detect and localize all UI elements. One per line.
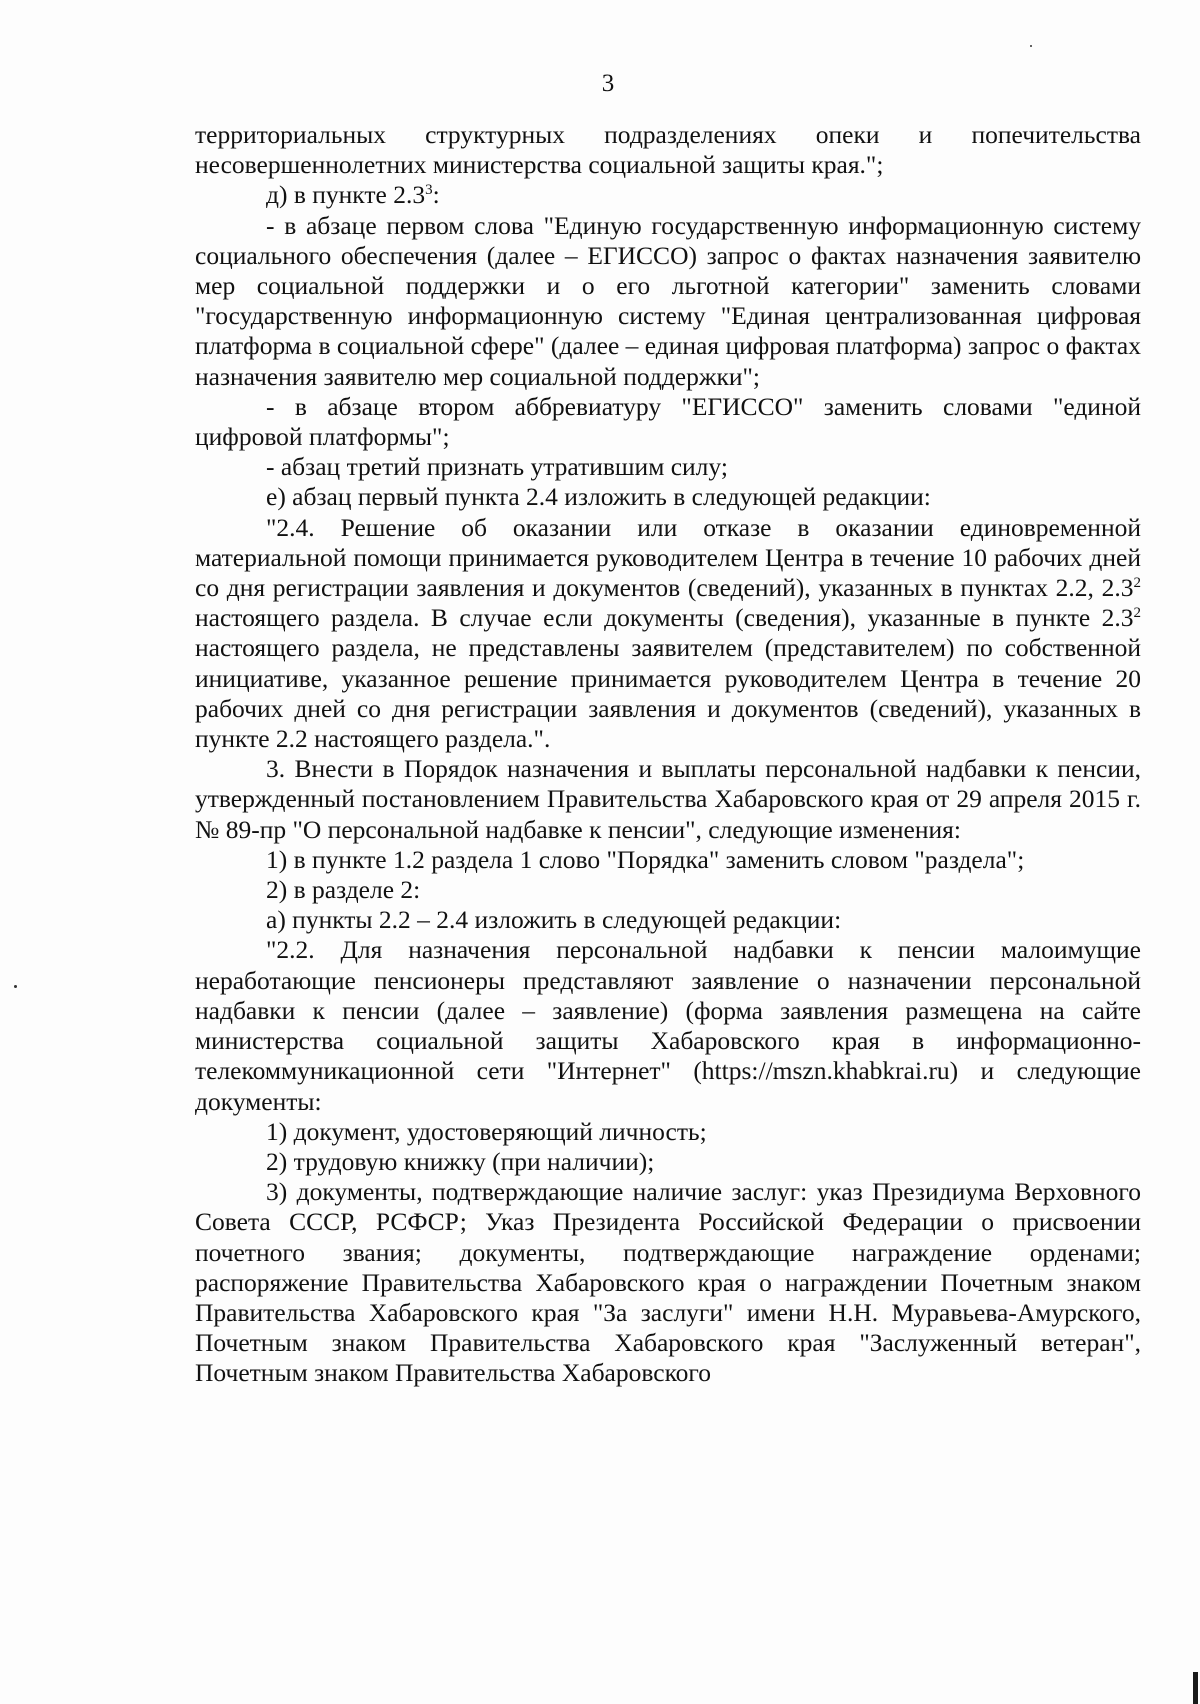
paragraph-text: - в абзаце первом слова "Единую государственную информационную систему социального обеспечения (далее – ЕГИССО) запрос о фактах назначения заявителю мер социальной поддержки и о его льготной категории" заменить словами "государственную информационную систему "Единая централизованная цифровая платформа в социальной сфере" (далее – единая цифровая платформа) запрос о фактах назначения заявителю мер социальной поддержки"; bbox=[195, 210, 1141, 391]
superscript: 2 bbox=[1133, 575, 1141, 592]
paragraph-text: настоящего раздела. В случае если документы (сведения), указанные в пункте 2.3 bbox=[195, 603, 1134, 633]
paragraph-text: 2) в разделе 2: bbox=[266, 875, 421, 905]
scan-speck bbox=[14, 985, 17, 988]
paragraph bbox=[195, 1177, 1141, 1388]
paragraph bbox=[195, 905, 1141, 935]
paragraph bbox=[195, 120, 1141, 180]
superscript: 3 bbox=[425, 182, 433, 199]
paragraph-text: 1) в пункте 1.2 раздела 1 слово "Порядка" заменить словом "раздела"; bbox=[266, 844, 1025, 874]
paragraph-text: 3. Внести в Порядок назначения и выплаты персональной надбавки к пенсии, утвержденный постановлением Правительства Хабаровского края от 29 апреля 2015 г. № 89-пр "О персональной надбавке к пенсии", следующие изменения: bbox=[195, 754, 1141, 844]
paragraph-text: настоящего раздела, не представлены заявителем (представителем) по собственной инициативе, указанное решение принимается руководителем Центра в течение 20 рабочих дней со дня регистрации заявления и документов (сведений), указанных в пункте 2.2 настоящего раздела.". bbox=[195, 633, 1141, 754]
paragraph-text: 3) документы, подтверждающие наличие заслуг: указ Президиума Верховного Совета СССР, РСФСР; Указ Президента Российской Федерации о присвоении почетного звания; документы, подтверждающие награждение орденами; распоряжение Правительства Хабаровского края о награждении Почетным знаком Правительства Хабаровского края "За заслуги" имени Н.Н. Муравьева-Амурского, Почетным знаком Правительства Хабаровского края "Заслуженный ветеран", Почетным знаком Правительства Хабаровского bbox=[195, 1177, 1141, 1388]
paragraph-text: е) абзац первый пункта 2.4 изложить в следующей редакции: bbox=[266, 482, 931, 512]
paragraph bbox=[195, 1147, 1141, 1177]
paragraph bbox=[195, 875, 1141, 905]
paragraph-text: - абзац третий признать утратившим силу; bbox=[266, 452, 728, 482]
paragraph-text: 2) трудовую книжку (при наличии); bbox=[266, 1146, 655, 1176]
page-number: 3 bbox=[601, 70, 615, 97]
paragraph-text: - в абзаце втором аббревиатуру "ЕГИССО" заменить словами "единой цифровой платформы"; bbox=[195, 391, 1141, 452]
paragraph bbox=[195, 1117, 1141, 1147]
paragraph bbox=[195, 392, 1141, 452]
paragraph bbox=[195, 513, 1141, 755]
paragraph-text: "2.2. Для назначения персональной надбавки к пенсии малоимущие неработающие пенсионеры представляют заявление о назначении персональной надбавки к пенсии (далее – заявление) (форма заявления размещена на сайте министерства социальной защиты Хабаровского края в информационно-телекоммуникационной сети "Интернет" (https://mszn.khabkrai.ru) и следующие документы: bbox=[195, 935, 1141, 1116]
paragraph bbox=[195, 482, 1141, 512]
paragraph bbox=[195, 754, 1141, 845]
paragraph-text: д) в пункте 2.3 bbox=[266, 180, 426, 210]
paragraph bbox=[195, 452, 1141, 482]
paragraph bbox=[195, 845, 1141, 875]
paragraph bbox=[195, 211, 1141, 392]
paragraph-text: : bbox=[432, 180, 440, 210]
document-body bbox=[195, 120, 1141, 1389]
scan-speck bbox=[1030, 45, 1032, 47]
paragraph-text: "2.4. Решение об оказании или отказе в оказании единовременной материальной помощи принимается руководителем Центра в течение 10 рабочих дней со дня регистрации заявления и документов (сведений), указанных в пунктах 2.2, 2.3 bbox=[195, 512, 1141, 603]
superscript: 2 bbox=[1133, 605, 1141, 622]
paragraph-text: а) пункты 2.2 – 2.4 изложить в следующей редакции: bbox=[266, 905, 842, 935]
paragraph bbox=[195, 180, 1141, 210]
paragraph-text: 1) документ, удостоверяющий личность; bbox=[266, 1116, 707, 1146]
paragraph-text: территориальных структурных подразделениях опеки и попечительства несовершеннолетних министерства социальной защиты края."; bbox=[195, 120, 1141, 180]
scan-edge-mark bbox=[1193, 1672, 1198, 1704]
paragraph bbox=[195, 935, 1141, 1116]
